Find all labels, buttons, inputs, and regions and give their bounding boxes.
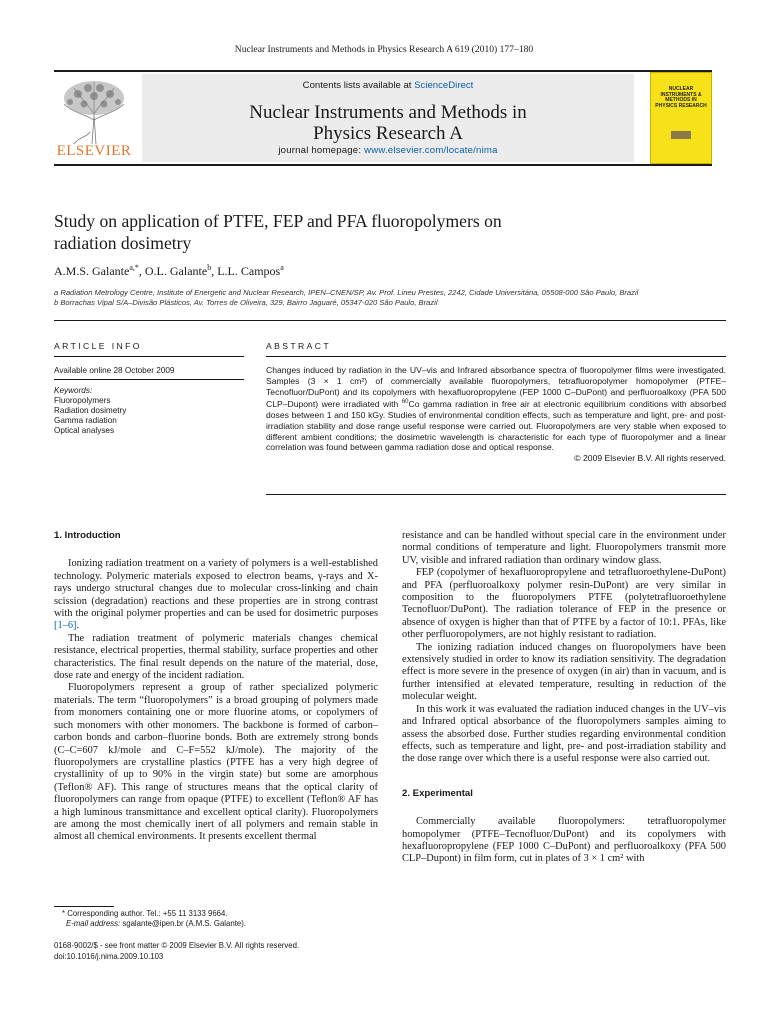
- paper-title: [54, 210, 674, 254]
- section-heading-experimental: 2. Experimental: [402, 787, 473, 799]
- body-paragraph: FEP (copolymer of hexafluoropropylene and tetrafluoroethylene-DuPont) and PFA (perfluoroalkoxy polymer resin-DuPont) are very similar in composition to the fluoropolymers PTFE (polytetrafluoroethylene Tecnofluor/DuPont). The radiation tolerance of FEP in the presence or absence of oxygen is higher than that of PTFE by a factor of 10:1. PFAs, like other perfluoropolymers, are not highly resistant to radiation.: [402, 567, 726, 641]
- journal-header-box: [142, 74, 634, 162]
- corresponding-author-note: * Corresponding author. Tel.: +55 11 3133 9664.: [62, 909, 228, 918]
- abstract-text: Co gamma radiation in free air at electronic equilibrium conditions with absorbed doses between 1 and 150 kGy. Studies of environmental condition effects, such as temperature and light, pre- and post-irradiation stability and dose range useful response were carried out. Fluoropolymers are very stable when exposed to different ambient conditions; the dosimetric wavelength is characteristic for each type of fluoropolymer and a linear correlation was found between gamma radiation dose and optical response.: [266, 399, 727, 453]
- journal-banner: [54, 70, 712, 166]
- abstract-rule: [266, 356, 726, 357]
- banner-bottom-rule: [54, 164, 712, 166]
- abstract-bottom-rule: [266, 494, 726, 495]
- keyword-item: Gamma radiation: [54, 416, 117, 425]
- left-column: [54, 530, 378, 844]
- intro-paragraph: [54, 558, 378, 632]
- intro-text-end: .: [76, 620, 80, 632]
- article-info-heading: ARTICLE INFO: [54, 341, 142, 351]
- cover-title: NUCLEAR INSTRUMENTS & METHODS IN PHYSICS RESEARCH: [655, 86, 707, 109]
- journal-homepage: [142, 145, 634, 156]
- email-address: sgalante@ipen.br (A.M.S. Galante).: [120, 919, 246, 928]
- cover-art: [671, 131, 691, 139]
- author-affil-mark: a: [280, 263, 284, 272]
- paper-title-line1: Study on application of PTFE, FEP and PFA fluoropolymers on: [54, 211, 502, 231]
- contents-line: [142, 80, 634, 91]
- keywords-label: Keywords:: [54, 386, 93, 395]
- journal-cover-thumbnail: [650, 72, 712, 164]
- homepage-prefix: journal homepage:: [278, 145, 365, 156]
- contents-prefix: Contents lists available at: [302, 80, 415, 91]
- affiliation-a: a Radiation Metrology Centre, Institute of Energetic and Nuclear Research, IPEN–CNEN/SP, Av. Prof. Lineu Prestes, 2242, Cidade Universitária, 05508-000 São Paulo, Brazil: [54, 288, 639, 297]
- article-info: [54, 366, 244, 436]
- author-name: L.L. Campos: [217, 264, 281, 278]
- author-list: A.M.S. Galante$^{a,*}$, O.L. Galante$^b$, L.L. Campos$^a$: [54, 263, 284, 278]
- author-affil-mark: b: [207, 263, 212, 272]
- sciencedirect-link[interactable]: ScienceDirect: [414, 80, 474, 91]
- elsevier-logo: [54, 76, 134, 162]
- journal-reference: Nuclear Instruments and Methods in Physics Research A 619 (2010) 177–180: [234, 44, 534, 55]
- author-affil-mark: a,*: [129, 263, 139, 272]
- keyword-item: Optical analyses: [54, 426, 115, 435]
- body-paragraph: In this work it was evaluated the radiation induced changes in the UV–vis and Infrared optical absorbance of the fluoropolymers samples aiming to assess the absorbed dose. Further studies regarding environmental condition effects, such as temperature and light, pre- and post-irradiation stability and the dose range over which there is a useful response were also carried out.: [402, 703, 726, 765]
- banner-top-rule: [54, 70, 712, 72]
- header-divider: [54, 320, 726, 321]
- keyword-item: Fluoropolymers: [54, 396, 111, 405]
- elsevier-wordmark: ELSEVIER: [56, 143, 132, 159]
- intro-paragraph: The radiation treatment of polymeric materials changes chemical resistance, electrical properties, thermal stability, surface properties and other characteristics. The final result depends on the nature of the material, dose, dose rate and energy of the incident radiation.: [54, 632, 378, 682]
- isotope-superscript: 60: [401, 399, 409, 406]
- online-date: Available online 28 October 2009: [54, 366, 244, 380]
- issn-line: 0168-9002/$ - see front matter © 2009 Elsevier B.V. All rights reserved.: [54, 941, 300, 950]
- journal-title: [142, 102, 634, 144]
- intro-text: Ionizing radiation treatment on a variety of polymers is a well-established technology. Polymeric materials exposed to electron beams, γ-rays and X-rays undergo structural changes due to molecular cross-linking and chain scission (degradation) reactions and these properties are in strong contrast with the original polymer properties and can be used for dosimetric purposes: [54, 558, 378, 620]
- intro-paragraph: Fluoropolymers represent a group of rather specialized polymeric materials. The term “fluoropolymers” is a broad grouping of polymers made from monomers containing one or more fluorine atoms, or copolymers of such monomers with other monomers. The backbone is formed of carbon–carbon bonds and carbon–fluorine bonds. Both are extremely strong bonds (C–C=607 kJ/mole and C–F=552 kJ/mole). The majority of the fluoropolymers are crystalline plastics (PTFE has a very high degree of crystallinity of up to 90% in the virgin state) but some are amorphous (Teflon® AF). This range of structures means that the optical clarity of fluoropolymers can range from opaque (PTFE) to excellent (Teflon® AF has a high luminous transmittance and excellent optical clarity). Fluoropolymers are among the most chemically inert of all polymers and remain stable in almost all chemical environments. It presents excellent thermal: [54, 682, 378, 843]
- email-note: [54, 919, 384, 929]
- abstract-copyright: © 2009 Elsevier B.V. All rights reserved.: [574, 453, 726, 464]
- citation-link[interactable]: [1–6]: [54, 620, 77, 632]
- footnotes: [54, 909, 384, 929]
- author-name: O.L. Galante: [144, 264, 208, 278]
- journal-title-line1: Nuclear Instruments and Methods in: [249, 102, 527, 123]
- paper-title-line2: radiation dosimetry: [54, 233, 192, 253]
- email-label: E-mail address:: [66, 919, 121, 928]
- journal-title-line2: Physics Research A: [313, 123, 463, 144]
- abstract-body: [266, 365, 726, 464]
- abstract-heading: ABSTRACT: [266, 341, 332, 351]
- article-info-rule: [54, 356, 244, 357]
- homepage-link[interactable]: www.elsevier.com/locate/nima: [364, 145, 498, 156]
- elsevier-tree-icon: [54, 76, 134, 146]
- body-paragraph: resistance and can be handled without special care in the environment under normal conditions of temperature and light. Fluoropolymers transmit more UV, visible and infrared radiation than ordinary window glass.: [402, 530, 726, 566]
- author-name: A.M.S. Galante: [54, 264, 130, 278]
- keyword-item: Radiation dosimetry: [54, 406, 127, 415]
- section-heading-introduction: 1. Introduction: [54, 530, 121, 541]
- affiliation-b: b Borrachas Vipal S/A–Divisão Plásticos, Av. Torres de Oliveira, 329, Bairro Jaguaré, 05347-020 São Paulo, Brazil: [54, 298, 438, 307]
- publication-meta: [54, 940, 299, 962]
- body-paragraph: The ionizing radiation induced changes on fluoropolymers have been extensively studied in order to know its radiation sensitivity. The degradation effect is more severe in the presence of oxygen (in air) than in vacuum, and is further intensified at elevated temperature, resulting in reduction of the molecular weight.: [402, 641, 726, 703]
- footnote-rule: [54, 906, 114, 907]
- right-column: [402, 530, 726, 866]
- doi-line: doi:10.1016/j.nima.2009.10.103: [54, 952, 164, 961]
- body-paragraph: Commercially available fluoropolymers: tetrafluoropolymer homopolymer (PTFE–Tecnofluor/DuPont) and its copolymers with hexafluoropropylene (FEP 1000 C–DuPont) and perfluoroalkoxy (PFA 500 CLP–Dupont) in film form, cut in plates of 3 × 1 cm² with: [402, 816, 726, 865]
- abstract-text: Changes induced by radiation in the UV–vis and Infrared absorbance spectra of fluoropolymer films were investigated. Samples (3 × 1 cm²) of commercially available fluoropolymers, tetrafluoropolymer homopolymer (PTFE–Tecnofluor/DuPont) and its copolymers with hexafluoropropylene (FEP 1000 C–DuPont) and perfluoroalkoxy (PFA 500 CLP–Dupont) were irradiated with: [266, 365, 726, 410]
